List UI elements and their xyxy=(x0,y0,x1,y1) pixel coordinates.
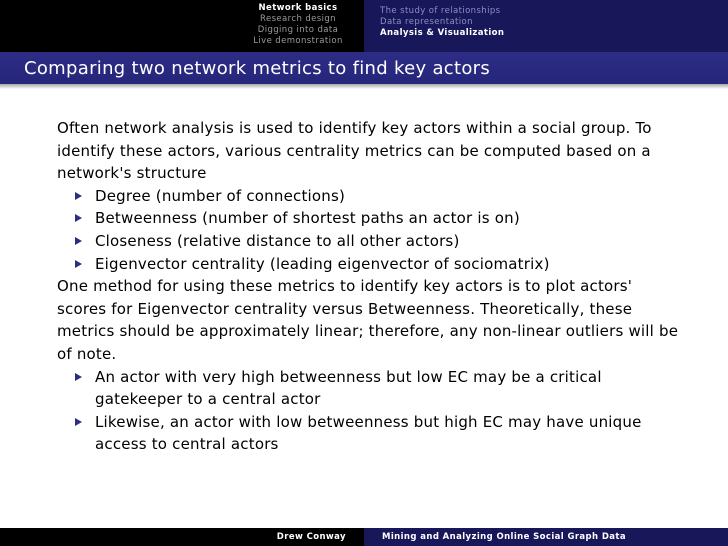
footer-author: Drew Conway xyxy=(276,532,346,542)
frame-title-bar xyxy=(0,52,728,84)
list-item xyxy=(57,207,682,230)
nav-section-research-design[interactable]: Research design xyxy=(260,14,336,24)
metric-eigenvector: Eigenvector centrality (leading eigenvector of sociomatrix) xyxy=(95,254,550,273)
slide-footer xyxy=(0,528,728,546)
footer-talk-title: Mining and Analyzing Online Social Graph Data xyxy=(382,532,627,542)
outlier-gatekeeper: An actor with very high betweenness but low EC may be a critical gatekeeper to a central actor xyxy=(95,367,602,409)
list-item xyxy=(57,185,682,208)
frame-title: Comparing two network metrics to find key actors xyxy=(24,57,491,79)
bullet-triangle-icon xyxy=(75,373,82,381)
slide-content xyxy=(57,117,682,456)
title-shadow xyxy=(0,84,728,89)
list-item xyxy=(57,253,682,276)
bullet-triangle-icon xyxy=(75,214,82,222)
outlier-unique-access: Likewise, an actor with low betweenness but high EC may have unique access to central actors xyxy=(95,412,642,454)
metric-closeness: Closeness (relative distance to all other actors) xyxy=(95,231,460,250)
navigation-header xyxy=(0,0,728,52)
bullet-triangle-icon xyxy=(75,192,82,200)
nav-subsection-study-of-relationships[interactable]: The study of relationships xyxy=(380,6,501,16)
bullet-triangle-icon xyxy=(75,237,82,245)
bullet-triangle-icon xyxy=(75,418,82,426)
footer-title-box xyxy=(364,528,728,546)
nav-subsection-data-representation[interactable]: Data representation xyxy=(380,17,473,27)
section-nav xyxy=(0,0,364,52)
intro-paragraph: Often network analysis is used to identify key actors within a social group. To identify these actors, various centrality metrics can be computed based on a network's structure xyxy=(57,119,652,183)
nav-section-network-basics[interactable]: Network basics xyxy=(258,3,338,13)
list-item xyxy=(57,366,682,411)
metrics-list xyxy=(57,185,682,275)
method-paragraph: One method for using these metrics to identify key actors is to plot actors' scores for Eigenvector centrality versus Betweenness. Theoretically, these metrics should be approximately linear; therefore, any non-linear outliers will be of note. xyxy=(57,277,679,363)
list-item xyxy=(57,230,682,253)
footer-author-box xyxy=(0,528,364,546)
metric-degree: Degree (number of connections) xyxy=(95,186,346,205)
metric-betweenness: Betweenness (number of shortest paths an actor is on) xyxy=(95,209,520,228)
subsection-nav xyxy=(364,0,728,52)
outliers-list xyxy=(57,366,682,456)
nav-section-live-demonstration[interactable]: Live demonstration xyxy=(253,36,343,46)
bullet-triangle-icon xyxy=(75,260,82,268)
nav-section-digging-into-data[interactable]: Digging into data xyxy=(257,25,339,35)
nav-subsection-analysis-visualization[interactable]: Analysis & Visualization xyxy=(380,28,505,38)
list-item xyxy=(57,411,682,456)
